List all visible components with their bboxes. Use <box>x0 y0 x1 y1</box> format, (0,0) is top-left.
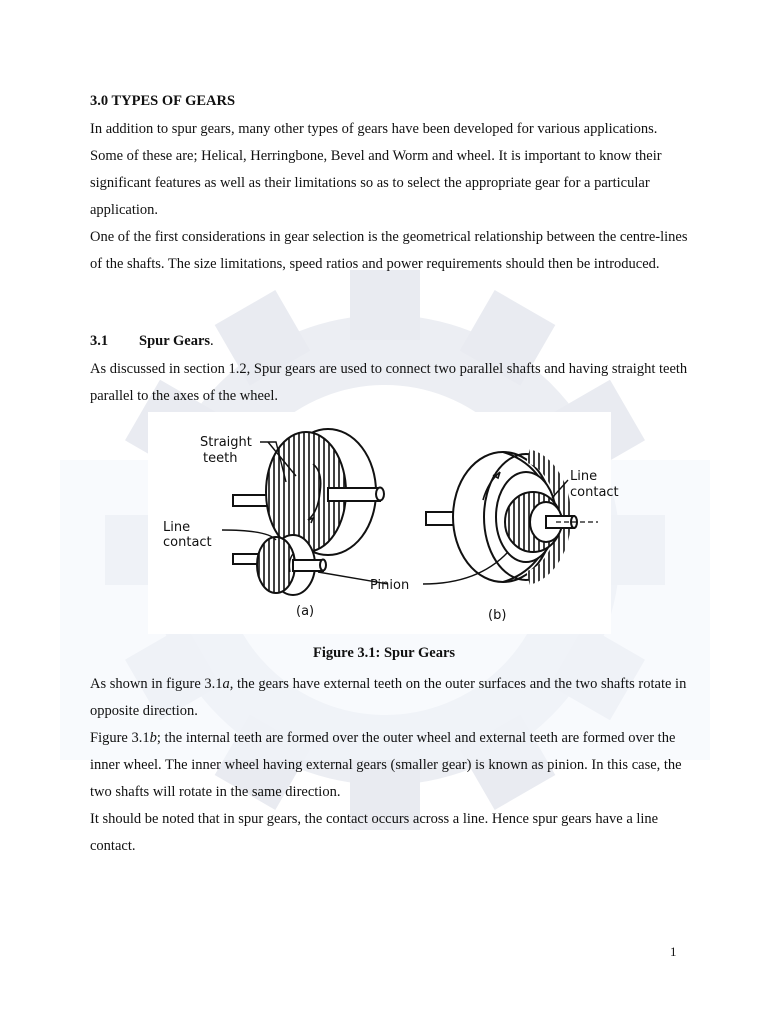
subsection-heading <box>90 333 214 350</box>
label-straight-teeth-1: Straight <box>200 435 252 450</box>
label-line-contact-b-1: Line <box>570 469 598 484</box>
para-b-after: ; the internal teeth are formed over the outer wheel and external teeth are formed over the inner wheel. The inner wheel having external gears (smaller gear) is known as pinion. In this case, the two shafts will rotate in the same direction. <box>90 730 682 800</box>
para-a-after: , the gears have external teeth on the outer surfaces and the two shafts rotate in opposite direction. <box>90 676 687 719</box>
para-b-italic: b <box>149 730 157 746</box>
figure-caption: Figure 3.1: Spur Gears <box>312 645 456 661</box>
label-sub-a: (a) <box>296 604 315 619</box>
spur-gears-figure <box>148 412 619 634</box>
paragraph-figure-a <box>90 671 690 725</box>
label-pinion: Pinion <box>370 578 410 593</box>
section-heading: 3.0 TYPES OF GEARS <box>90 93 236 109</box>
subsection-title-period: . <box>210 333 214 349</box>
spur-paragraph: As discussed in section 1.2, Spur gears are used to connect two parallel shafts and having straight teeth parallel to the axes of the wheel. <box>90 361 688 404</box>
intro-block <box>90 116 690 278</box>
para-a-before: As shown in figure 3.1 <box>90 676 223 692</box>
para-b-before: Figure 3.1 <box>90 730 150 746</box>
subsection-number: 3.1 <box>90 333 109 349</box>
para-a-italic: a <box>222 676 230 692</box>
label-sub-b: (b) <box>488 608 507 623</box>
subsection-title: Spur Gears <box>139 333 211 349</box>
label-straight-teeth-2: teeth <box>203 451 238 466</box>
intro-paragraph-2: One of the first considerations in gear selection is the geometrical relationship between the centre-lines of the shafts. The size limitations, speed ratios and power requirements should then be introduced. <box>90 229 688 272</box>
gear-a-large <box>233 429 384 555</box>
gear-b-pinion <box>505 492 598 552</box>
paragraph-figure-b <box>90 725 690 806</box>
label-line-contact-a-1: Line <box>163 520 191 535</box>
intro-paragraph-1: In addition to spur gears, many other types of gears have been developed for various applications. Some of these are; Helical, Herringbone, Bevel and Worm and wheel. It is important to know their significant features as well as their limitations so as to select the appropriate gear for a particular application. <box>90 121 662 218</box>
label-line-contact-a-2: contact <box>163 535 212 550</box>
body-block <box>90 671 690 860</box>
spur-gears-diagram <box>148 412 619 634</box>
label-line-contact-b-2: contact <box>570 485 619 500</box>
page-number: 1 <box>670 944 677 959</box>
paragraph-line-contact: It should be noted that in spur gears, the contact occurs across a line. Hence spur gears have a line contact. <box>90 811 659 854</box>
